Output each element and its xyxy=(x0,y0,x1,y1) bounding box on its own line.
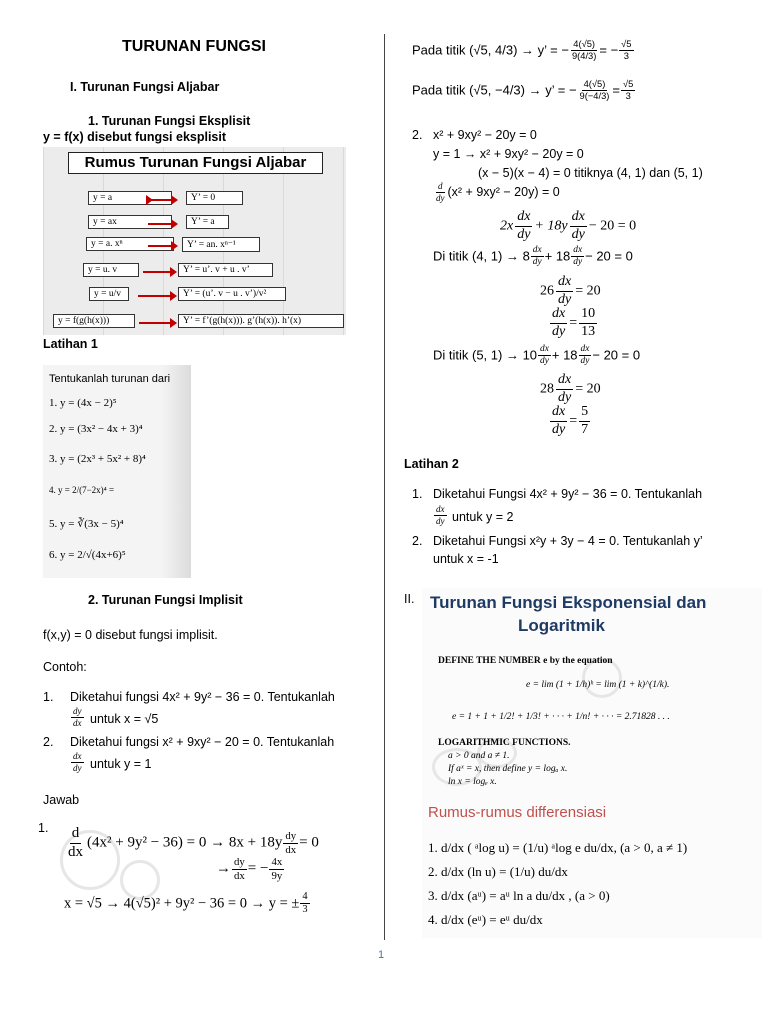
latihan-1-item: 4. y = 2/(7−2x)⁴ = xyxy=(49,485,115,495)
answer-line-1-end: = 0 xyxy=(299,834,319,851)
latihan-2-heading: Latihan 2 xyxy=(404,457,459,471)
formula-left-2: y = ax xyxy=(88,215,172,229)
exp-title-line-2: Logaritmik xyxy=(518,616,605,635)
e-limit: e = lim (1 + 1/h)ʰ = lim (1 + k)^(1/k). xyxy=(526,680,670,690)
log-line: If aˣ = x, then define y = logₐ x. xyxy=(448,764,568,774)
example-2-line: x² + 9xy² − 20y = 0 xyxy=(433,128,537,142)
formula-left-5: y = u/v xyxy=(89,287,129,301)
result-denominator: 7 xyxy=(581,421,589,437)
result-denominator: 13 xyxy=(581,323,596,339)
formula-right-1: Y’ = 0 xyxy=(186,191,243,205)
jawab-label: Jawab xyxy=(43,793,80,807)
formula-right-6: Y’ = f’(g(h(x))). g’(h(x)). h’(x) xyxy=(178,314,344,328)
latihan-2-number: 1. xyxy=(412,487,423,501)
formula-panel-title: Rumus Turunan Fungsi Aljabar xyxy=(68,152,323,174)
latihan-1-heading: Latihan 1 xyxy=(43,337,98,351)
log-heading: LOGARITHMIC FUNCTIONS. xyxy=(438,738,571,748)
exp-title-line-1: Turunan Fungsi Eksponensial dan xyxy=(430,593,707,612)
eq-term: + 18y xyxy=(534,218,568,234)
contoh-tail: untuk x = √5 xyxy=(90,712,159,726)
pada-titik-1-end: = − xyxy=(599,42,619,58)
latihan-1-instruction: Tentukanlah turunan dari xyxy=(49,373,171,385)
contoh-tail: untuk y = 1 xyxy=(90,757,152,771)
latihan-1-panel xyxy=(43,365,191,578)
eq-term: + 18 xyxy=(544,248,571,264)
column-divider xyxy=(384,34,385,940)
formula-panel xyxy=(43,147,346,335)
contoh-text: Diketahui fungsi 4x² + 9y² − 36 = 0. Tentukanlah xyxy=(70,690,335,704)
rule-item: 4. d/dx (eᵘ) = eᵘ du/dx xyxy=(428,912,543,927)
result-numerator: 10 xyxy=(579,307,597,324)
formula-left-1: y = a xyxy=(88,191,172,205)
formula-right-2: Y’ = a xyxy=(186,215,229,229)
eq-term: 28 xyxy=(540,381,554,397)
eq-term: + 18 xyxy=(551,347,578,363)
eq-term: 26 xyxy=(540,283,554,299)
formula-left-6: y = f(g(h(x))) xyxy=(53,314,135,328)
formula-left-4: y = u. v xyxy=(83,263,139,277)
explicit-definition: y = f(x) disebut fungsi eksplisit xyxy=(43,130,227,144)
log-line: a > 0 and a ≠ 1. xyxy=(448,751,510,761)
contoh-number: 1. xyxy=(43,690,54,704)
example-2-line: y = 1 → x² + 9xy² − 20y = 0 xyxy=(433,147,584,161)
example-2-number: 2. xyxy=(412,128,423,142)
latihan-2-text: Diketahui Fungsi 4x² + 9y² − 36 = 0. Tentukanlah xyxy=(433,487,703,501)
page-number: 1 xyxy=(378,949,385,961)
arrow-icon xyxy=(143,271,175,273)
pada-titik-2: Pada titik (√5, −4/3) → y’ = − xyxy=(412,82,577,98)
latihan-1-item: 6. y = 2/√(4x+6)⁵ xyxy=(49,549,126,561)
rule-item: 3. d/dx (aᵘ) = aᵘ ln a du/dx , (a > 0) xyxy=(428,888,610,903)
example-2-line: (x² + 9xy² − 20y) = 0 xyxy=(447,184,560,199)
latihan-1-item: 1. y = (4x − 2)⁵ xyxy=(49,397,117,409)
answer-line-1: (4x² + 9y² − 36) = 0 → 8x + 18y xyxy=(87,834,283,851)
latihan-1-item: 3. y = (2x³ + 5x² + 8)⁴ xyxy=(49,453,146,465)
pada-titik-1: Pada titik (√5, 4/3) → y’ = − xyxy=(412,42,569,58)
eq-term: − 20 = 0 xyxy=(585,248,633,264)
latihan-1-item: 2. y = (3x² − 4x + 3)⁴ xyxy=(49,423,143,435)
implicit-definition: f(x,y) = 0 disebut fungsi implisit. xyxy=(43,628,218,642)
answer-number: 1. xyxy=(38,821,49,835)
e-series: e = 1 + 1 + 1/2! + 1/3! + · · · + 1/n! + · · · = 2.71828 . . . xyxy=(452,712,670,722)
latihan-2-text: Diketahui Fungsi x²y + 3y − 4 = 0. Tentukanlah y’ xyxy=(433,534,703,548)
rumus-heading: Rumus-rumus differensiasi xyxy=(428,804,607,821)
latihan-2-tail: untuk y = 2 xyxy=(452,510,514,524)
pada-titik-2-end: = xyxy=(612,82,620,98)
formula-right-5: Y’ = (u’. v − u . v’)/v² xyxy=(178,287,286,301)
contoh-number: 2. xyxy=(43,735,54,749)
eq-term: = 20 xyxy=(575,283,601,299)
answer-line-2: = − xyxy=(247,860,269,877)
arrow-icon xyxy=(148,199,176,201)
eq-term: − 20 = 0 xyxy=(592,347,641,363)
example-2-line: (x − 5)(x − 4) = 0 titiknya (4, 1) dan (5, 1) xyxy=(478,166,703,180)
rule-item: 2. d/dx (ln u) = (1/u) du/dx xyxy=(428,864,568,879)
contoh-text: Diketahui fungsi x² + 9xy² − 20 = 0. Tentukanlah xyxy=(70,735,335,749)
exponential-panel xyxy=(422,588,762,938)
latihan-1-item: 5. y = ∛(3x − 5)⁴ xyxy=(49,518,124,530)
formula-left-3: y = a. xⁿ xyxy=(86,237,174,251)
log-line: ln x = logₑ x. xyxy=(448,777,497,787)
subheading-implisit: 2. Turunan Fungsi Implisit xyxy=(88,593,243,607)
rule-item: 1. d/dx ( ᵃlog u) = (1/u) ᵃlog e du/dx, (a > 0, a ≠ 1) xyxy=(428,840,688,855)
result-numerator: 5 xyxy=(579,405,590,422)
page-title: TURUNAN FUNGSI xyxy=(122,38,266,55)
define-e: DEFINE THE NUMBER e by the equation xyxy=(438,656,613,666)
eq-term: = 20 xyxy=(575,381,601,397)
arrow-icon xyxy=(148,223,176,225)
arrow-icon xyxy=(138,295,175,297)
latihan-2-number: 2. xyxy=(412,534,423,548)
answer-line-3: x = √5 → 4(√5)² + 9y² − 36 = 0 → y = ± xyxy=(64,895,300,912)
arrow-icon xyxy=(139,322,175,324)
section-heading-aljabar: I. Turunan Fungsi Aljabar xyxy=(70,80,220,94)
contoh-label: Contoh: xyxy=(43,660,87,674)
eq-term: 2x xyxy=(500,218,514,234)
di-titik-4-1: Di titik (4, 1) → 8 xyxy=(433,248,530,264)
eq-term: − 20 = 0 xyxy=(588,218,637,234)
formula-right-4: Y’ = u’. v + u . v’ xyxy=(178,263,273,277)
formula-right-3: Y’ = an. xⁿ⁻¹ xyxy=(182,237,260,252)
di-titik-5-1: Di titik (5, 1) → 10 xyxy=(433,347,538,363)
section-2-label: II. xyxy=(404,592,415,606)
arrow-icon xyxy=(148,245,176,247)
subheading-eksplisit: 1. Turunan Fungsi Eksplisit xyxy=(88,114,251,128)
latihan-2-tail: untuk x = -1 xyxy=(433,552,499,566)
